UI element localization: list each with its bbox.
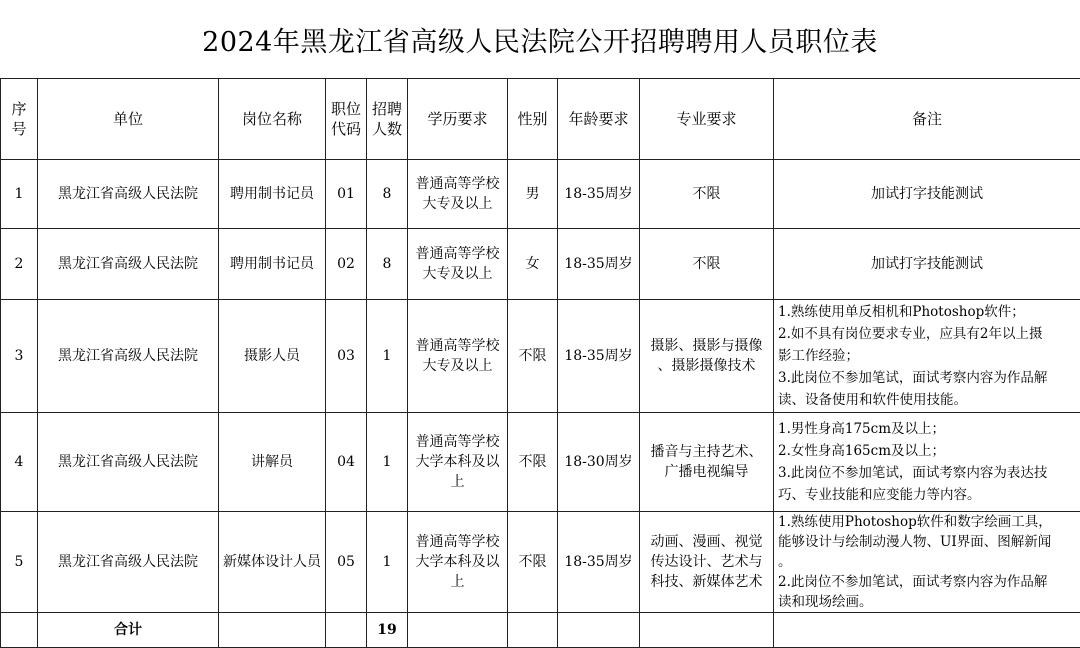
cell-unit: 黑龙江省高级人民法院	[38, 229, 219, 300]
cell-empty	[640, 613, 774, 648]
header-remarks: 备注	[774, 79, 1080, 160]
cell-education: 普通高等学校 大专及以上	[408, 229, 508, 300]
cell-gender: 不限	[508, 300, 558, 413]
cell-position: 摄影人员	[219, 300, 326, 413]
header-count: 招聘 人数	[367, 79, 408, 160]
cell-count: 1	[367, 512, 408, 613]
cell-remarks: 1.熟练使用单反相机和Photoshop软件； 2.如不具有岗位要求专业，应具有2年以上摄 影工作经验； 3.此岗位不参加笔试，面试考察内容为作品解 读、设备使用和软件使用技能。	[774, 300, 1080, 413]
cell-empty	[219, 613, 326, 648]
cell-empty	[774, 613, 1080, 648]
cell-education: 普通高等学校 大学本科及以 上	[408, 413, 508, 512]
cell-count: 1	[367, 300, 408, 413]
cell-major: 不限	[640, 160, 774, 229]
total-count: 19	[367, 613, 408, 648]
cell-age: 18-35周岁	[558, 229, 640, 300]
cell-major: 播音与主持艺术、 广播电视编导	[640, 413, 774, 512]
cell-position: 聘用制书记员	[219, 160, 326, 229]
table-row	[1, 229, 1080, 300]
header-seq: 序 号	[1, 79, 38, 160]
cell-remarks: 1.熟练使用Photoshop软件和数字绘画工具， 能够设计与绘制动漫人物、UI界面、图解新闻 。 2.此岗位不参加笔试，面试考察内容为作品解 读和现场绘画。	[774, 512, 1080, 613]
cell-age: 18-35周岁	[558, 300, 640, 413]
total-label: 合计	[38, 613, 219, 648]
cell-remarks: 加试打字技能测试	[774, 160, 1080, 229]
cell-code: 03	[326, 300, 367, 413]
header-major: 专业要求	[640, 79, 774, 160]
total-row	[1, 613, 1080, 648]
cell-code: 04	[326, 413, 367, 512]
cell-position: 新媒体设计人员	[219, 512, 326, 613]
cell-unit: 黑龙江省高级人民法院	[38, 300, 219, 413]
cell-gender: 不限	[508, 512, 558, 613]
cell-seq: 3	[1, 300, 38, 413]
page-title: 2024年黑龙江省高级人民法院公开招聘聘用人员职位表	[0, 0, 1080, 78]
cell-age: 18-35周岁	[558, 160, 640, 229]
cell-remarks: 加试打字技能测试	[774, 229, 1080, 300]
cell-gender: 男	[508, 160, 558, 229]
cell-major: 动画、漫画、视觉 传达设计、艺术与 科技、新媒体艺术	[640, 512, 774, 613]
cell-empty	[558, 613, 640, 648]
cell-empty	[1, 613, 38, 648]
cell-code: 02	[326, 229, 367, 300]
cell-empty	[508, 613, 558, 648]
cell-seq: 5	[1, 512, 38, 613]
header-code: 职位 代码	[326, 79, 367, 160]
header-age: 年龄要求	[558, 79, 640, 160]
header-unit: 单位	[38, 79, 219, 160]
cell-empty	[326, 613, 367, 648]
header-gender: 性别	[508, 79, 558, 160]
positions-table	[0, 78, 1080, 648]
header-row	[1, 79, 1080, 160]
table-row	[1, 413, 1080, 512]
cell-education: 普通高等学校 大专及以上	[408, 300, 508, 413]
cell-seq: 1	[1, 160, 38, 229]
cell-count: 8	[367, 160, 408, 229]
cell-unit: 黑龙江省高级人民法院	[38, 512, 219, 613]
cell-gender: 女	[508, 229, 558, 300]
cell-remarks: 1.男性身高175cm及以上； 2.女性身高165cm及以上； 3.此岗位不参加笔试，面试考察内容为表达技 巧、专业技能和应变能力等内容。	[774, 413, 1080, 512]
cell-unit: 黑龙江省高级人民法院	[38, 160, 219, 229]
cell-education: 普通高等学校 大学本科及以 上	[408, 512, 508, 613]
cell-unit: 黑龙江省高级人民法院	[38, 413, 219, 512]
cell-age: 18-30周岁	[558, 413, 640, 512]
cell-major: 摄影、摄影与摄像 、摄影摄像技术	[640, 300, 774, 413]
table-row	[1, 512, 1080, 613]
table-row	[1, 300, 1080, 413]
cell-seq: 2	[1, 229, 38, 300]
cell-education: 普通高等学校 大专及以上	[408, 160, 508, 229]
cell-gender: 不限	[508, 413, 558, 512]
cell-code: 05	[326, 512, 367, 613]
cell-age: 18-35周岁	[558, 512, 640, 613]
table-row	[1, 160, 1080, 229]
cell-empty	[408, 613, 508, 648]
cell-count: 1	[367, 413, 408, 512]
cell-position: 讲解员	[219, 413, 326, 512]
cell-code: 01	[326, 160, 367, 229]
cell-seq: 4	[1, 413, 38, 512]
header-position: 岗位名称	[219, 79, 326, 160]
header-education: 学历要求	[408, 79, 508, 160]
cell-count: 8	[367, 229, 408, 300]
cell-position: 聘用制书记员	[219, 229, 326, 300]
cell-major: 不限	[640, 229, 774, 300]
